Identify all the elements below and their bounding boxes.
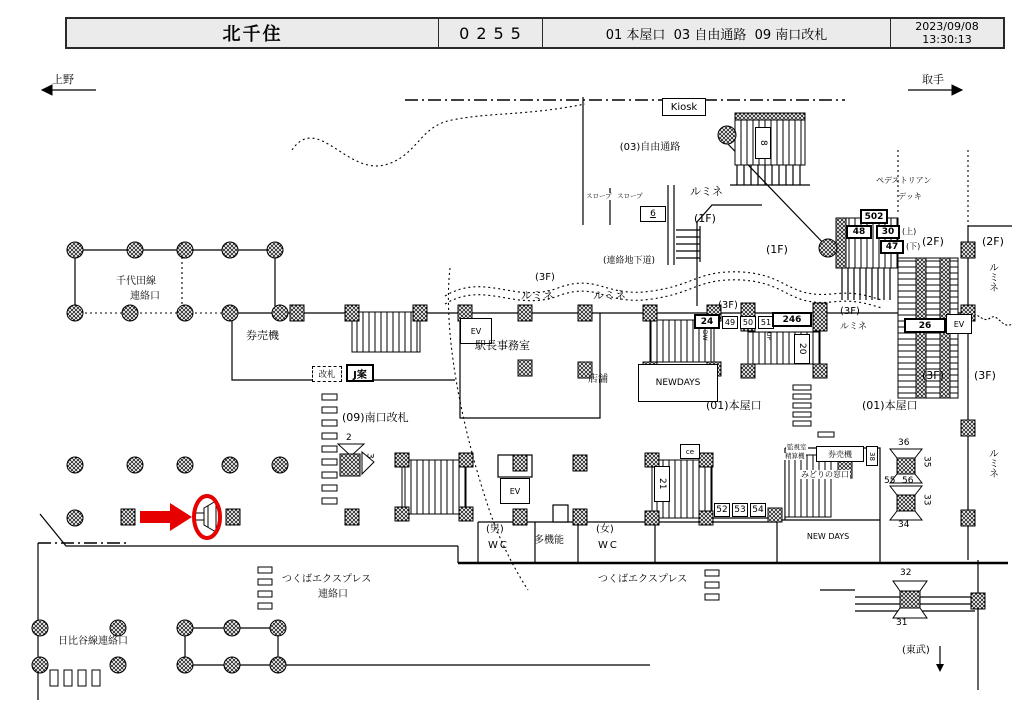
ticket-gate-dashes: [50, 385, 834, 686]
label-lumine-vert-bottom: ルミネ: [986, 448, 998, 478]
label-tafunc: 多機能: [534, 535, 564, 546]
label-ekicho: 駅長事務室: [475, 339, 530, 352]
ev-box-1: EV: [460, 318, 492, 344]
sign-26: 26: [904, 318, 946, 333]
sign-24: 24: [694, 314, 720, 329]
sign-8: 8: [755, 127, 771, 159]
sign-48: 48: [846, 225, 872, 239]
label-3f-a: (3F): [535, 272, 555, 283]
label-1f-a: (1F): [694, 212, 716, 225]
label-male: (男): [486, 524, 504, 535]
label-lumine-vert-top: ルミネ: [986, 262, 998, 292]
label-32: 32: [900, 568, 912, 578]
ev-box-2: EV: [946, 314, 972, 334]
label-3f-d: (3F): [974, 369, 996, 382]
label-tx-1: つくばエクスプレス: [282, 574, 372, 585]
label-honya-2: (01)本屋口: [862, 399, 918, 412]
kiosk-box: Kiosk: [662, 98, 706, 116]
label-lumine-a: ルミネ: [521, 289, 554, 302]
station-code: 0255: [439, 19, 543, 47]
label-1f-b: (1F): [766, 243, 788, 256]
highlight-arrow: [140, 503, 192, 531]
label-pedestrian-1: ペデストリアン: [876, 176, 932, 185]
label-num3: 3: [364, 453, 375, 459]
label-lumine-1f: ルミネ: [690, 185, 723, 198]
label-55: 55: [884, 476, 896, 486]
label-34: 34: [898, 520, 910, 530]
funnel-symbol: [338, 444, 374, 476]
sign-54: 54: [750, 503, 766, 517]
label-lumine-b: ルミネ: [593, 289, 626, 302]
j-an-box: J案: [346, 364, 374, 382]
label-hibiya: 日比谷線連絡口: [58, 636, 128, 647]
label-renraku-chikado: (連絡地下道): [603, 256, 656, 266]
kenbaiki-box: 券売機: [816, 446, 864, 462]
label-num2: 2: [346, 433, 352, 443]
label-36: 36: [898, 438, 910, 448]
stair-north-cap: [735, 113, 805, 120]
sign-38: 38: [866, 446, 878, 466]
kaisatsu-box: 改札: [312, 366, 342, 382]
newdays-box: NEWDAYS: [638, 364, 718, 402]
label-slope-1: スロープ: [586, 192, 612, 200]
sign-52: 52: [714, 503, 730, 517]
label-tx-renraku: 連絡口: [318, 589, 348, 600]
stair-midori: [785, 452, 831, 517]
label-jiyu-tsuro: (03)自由通路: [619, 142, 681, 153]
label-wc-male: WC: [488, 540, 509, 551]
datetime: [891, 19, 1003, 47]
sign-246: 246: [772, 312, 812, 327]
label-wc-female: WC: [598, 540, 619, 551]
label-esc-up: UP: [764, 332, 772, 341]
tobu-arrowhead: [936, 664, 944, 672]
sign-30: 30: [876, 225, 900, 239]
stair-west: [352, 312, 420, 352]
label-chiyoda-2: 連絡口: [130, 291, 160, 302]
sign-51: 51: [758, 316, 774, 329]
label-honya-1: (01)本屋口: [706, 399, 762, 412]
label-tobu: (東武): [902, 645, 930, 656]
sign-50: 50: [740, 316, 756, 329]
dir-right-label: 取手: [922, 73, 944, 86]
label-35: 35: [921, 456, 932, 468]
label-3f-lumine-b: ルミネ: [840, 322, 868, 332]
sign-20: 20: [794, 334, 810, 364]
label-minami-kaisatsu: (09)南口改札: [342, 411, 409, 424]
sign-6: 6: [640, 206, 666, 222]
label-chiyoda-1: 千代田線: [116, 276, 156, 287]
label-2f-b: (2F): [982, 235, 1004, 248]
label-kami: (上): [902, 227, 917, 236]
header-bar: [65, 17, 1005, 49]
label-seisanki: 精算機: [785, 452, 805, 460]
label-3f-b: (3F): [718, 300, 738, 311]
ev-box-3: EV: [500, 478, 530, 504]
label-shimo: (下): [906, 242, 921, 251]
label-3f-lumine-a: (3F): [840, 306, 860, 317]
label-33: 33: [921, 494, 932, 506]
label-esc-dw: DW: [700, 330, 708, 341]
label-3f-c: (3F): [922, 369, 944, 382]
direction-arrows: [42, 85, 962, 95]
label-kanshi: 監視室: [787, 443, 807, 451]
sign-ce: ce: [680, 444, 700, 459]
spool-symbols: [890, 449, 927, 618]
stair-south-west: [402, 460, 466, 514]
gate-list: 01 本屋口 03 自由通路 09 南口改札: [543, 19, 891, 47]
sign-47: 47: [880, 240, 904, 254]
label-midori: みどりの窓口: [801, 470, 849, 479]
speaker-icon: [196, 501, 216, 532]
date: 2023/09/08: [915, 20, 979, 33]
sign-21: 21: [654, 466, 670, 502]
dir-left-label: 上野: [52, 73, 74, 86]
label-tx-2: つくばエクスプレス: [598, 574, 688, 585]
label-pedestrian-2: デッキ: [898, 192, 922, 201]
label-kenbaiki: 券売機: [246, 329, 279, 342]
label-2f-a: (2F): [922, 235, 944, 248]
sign-49: 49: [722, 316, 738, 329]
label-newdays-2: NEW DAYS: [806, 532, 850, 541]
sign-53: 53: [732, 503, 748, 517]
label-tempo: 店舗: [588, 374, 608, 385]
label-slope-2: スロープ: [617, 192, 643, 200]
label-56: 56: [902, 476, 914, 486]
station-name: 北千住: [67, 19, 439, 47]
time: 13:30:13: [922, 33, 972, 46]
sign-502: 502: [860, 209, 888, 224]
label-female: (女): [596, 524, 614, 535]
label-31: 31: [896, 618, 908, 628]
